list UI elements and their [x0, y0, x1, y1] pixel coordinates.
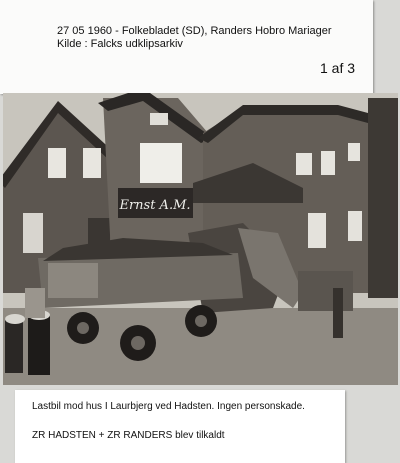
source-line: 27 05 1960 - Folkebladet (SD), Randers Hobro Mariager [57, 25, 332, 37]
archive-line: Kilde : Falcks udklipsarkiv [57, 38, 183, 50]
clipping-header-label [0, 0, 373, 94]
page-indicator: 1 af 3 [320, 60, 356, 76]
newspaper-photo [3, 93, 398, 385]
caption-text: Lastbil mod hus I Laurbjerg ved Hadsten. Ingen personskade. [32, 401, 305, 412]
caption-label [15, 390, 345, 463]
shop-sign-text: Ernst A.M. [119, 198, 191, 213]
responders-text: ZR HADSTEN + ZR RANDERS blev tilkaldt [32, 430, 225, 441]
